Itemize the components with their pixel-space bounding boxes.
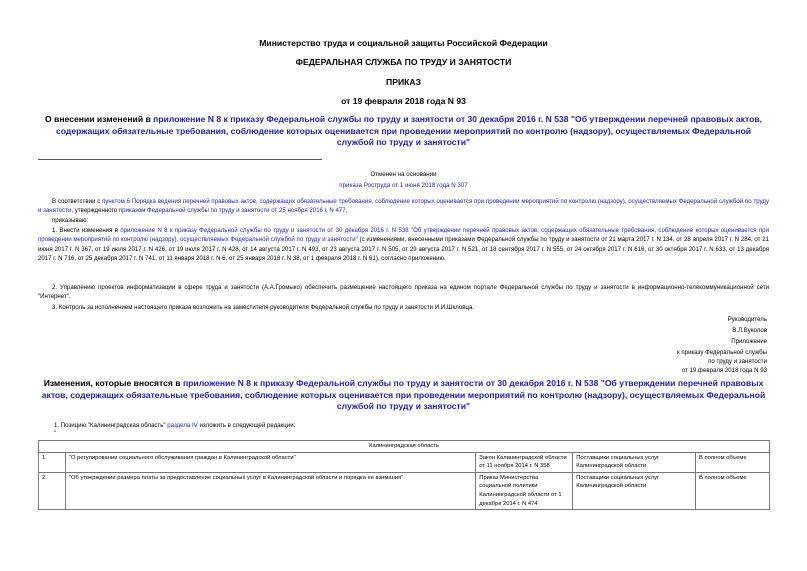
act-details: Приказ Министерства социальной политики Калининградской области от 1 декабря 2014 г. N 474 xyxy=(476,472,573,509)
item-1-text-2: (с изменениями, внесенными приказами Федеральной службы по труду и занятости от 21 марта 2017 г. N 134, от 28 апреля 2017 г. N 284, от 21 июня 2017 г. N 367, от 19 июля 2017 г. N 426, от 19 июля 2017 г. N 428, от 14 августа 2017 г. N 493, от 23 августа 2017 г. N 505, от 29 августа 2017 г. N 521, от 18 сентября 2017 г. N 555, от 24 октября 2017 г. N 616, от 30 октября 2017 г. N 633, от 13 декабря 2017 г. N 716, от 25 декабря 2017 г. N 741, от 11 января 2018 г. N 6, от 25 января 2018 г. N 38, от 1 февраля 2018 г. N 61), согласно приложению. xyxy=(38,236,770,263)
row-number: 2. xyxy=(39,472,66,509)
opening-quote: " xyxy=(54,430,57,437)
position-text-1: 1. Позицию "Калининградская область" xyxy=(54,422,168,429)
service-name: ФЕДЕРАЛЬНАЯ СЛУЖБА ПО ТРУДУ И ЗАНЯТОСТИ xyxy=(295,57,512,67)
appendix-ref-4: от 19 февраля 2018 года N 93 xyxy=(681,367,767,374)
title-prefix: О внесении изменений в xyxy=(44,114,154,124)
item-2-paragraph: 2. Управлению проектов информатизации в сфере труда и занятости (А.А.Громыко) обеспечить размещение настоящего приказа на едином портале Федеральной службы по труду и занятости в информационно-телекоммуникационной сети "Интернет". xyxy=(38,284,769,301)
item-1-paragraph xyxy=(38,226,769,264)
ministry-name: Министерство труда и социальной защиты Российской Федерации xyxy=(259,38,548,48)
cancel-note-line1: Отменен на основании xyxy=(370,171,437,178)
cancel-note-link[interactable]: приказа Роструда от 1 июня 2018 года N 307 xyxy=(339,182,468,189)
doc-date: от 19 февраля 2018 года N 93 xyxy=(341,96,466,106)
row-number: 1. xyxy=(39,452,66,472)
divider xyxy=(38,159,322,160)
act-title: "Об утверждении размера платы за предоставление социальных услуг в Калининградской области и порядка ее взимания" xyxy=(65,472,475,509)
act-subjects: Поставщики социальных услуг Калининградской области xyxy=(573,452,696,472)
changes-title-link[interactable]: приложение N 8 к приказу Федеральной службы по труду и занятости от 30 декабря 2016 г. N 538 "Об утверждении перечней правовых актов, содержащих обязательные требования, соблюдение которых оценивается при проведении мероприятий по контролю (надзору), осуществляемых Федеральной службой по труду и занятости" xyxy=(41,378,766,411)
act-title: "О регулировании социального обслуживания граждан в Калининградской области" xyxy=(65,452,475,472)
appendix-ref-2: к приказу Федеральной службы xyxy=(677,349,767,356)
preamble-paragraph xyxy=(38,197,769,216)
position-paragraph xyxy=(54,421,769,430)
signature-name: В.Л.Вуколов xyxy=(732,327,767,334)
act-details: Закон Калининградской области от 11 ноября 2014 г. N 358 xyxy=(476,452,573,472)
act-scope: В полном объеме xyxy=(696,452,770,472)
preamble-link-order[interactable]: приказом Федеральной службы по труду и занятости от 25 ноября 2016 г. N 477 xyxy=(118,207,346,215)
doc-type: ПРИКАЗ xyxy=(386,77,421,87)
preamble-link-procedure[interactable]: пунктом 6 Порядка ведения перечней правовых актов, содержащих обязательные требования, соблюдение которых оценивается при проведении мероприятий по контролю (надзору), осуществляемых Федеральной службой по труду и занятости xyxy=(38,198,770,215)
position-text-2: изложить в следующей редакции: xyxy=(197,422,296,429)
table-row xyxy=(39,472,770,509)
act-subjects: Поставщики социальных услуг Калининградской области xyxy=(573,472,696,509)
item-3-paragraph: 3. Контроль за исполнением настоящего приказа возложить на заместителя руководителя Федеральной службы по труду и занятости И.И.Шкловца. xyxy=(52,304,475,311)
preamble-text-2: , утвержденного xyxy=(71,207,119,215)
preamble-text-1: В соответствии с xyxy=(52,198,103,205)
page-title xyxy=(40,114,767,149)
appendix-ref-1: Приложение xyxy=(731,338,767,345)
act-scope: В полном объеме xyxy=(696,472,770,509)
preamble-text-3: , xyxy=(345,207,348,215)
table-row xyxy=(39,452,770,472)
order-word: приказываю: xyxy=(52,217,89,224)
changes-title xyxy=(40,378,767,413)
legal-acts-table xyxy=(38,440,770,510)
table-region-row xyxy=(39,441,770,453)
appendix-ref-3: по труду и занятости xyxy=(708,358,767,365)
title-appendix-link[interactable]: приложение N 8 к приказу Федеральной службы по труду и занятости от 30 декабря 2016 г. N 538 "Об утверждении перечней правовых актов, содержащих обязательные требования, соблюдение которых оценивается при проведении мероприятий по контролю (надзору), осуществляемых Федеральной службой по труду и занятости" xyxy=(55,114,762,147)
signature-role: Руководитель xyxy=(727,316,767,323)
region-cell: Калининградская область xyxy=(39,441,770,453)
item-1-text-1: 1. Внести изменения в xyxy=(52,227,121,234)
changes-title-prefix: Изменения, которые вносятся в xyxy=(43,378,183,388)
item-1-appendix-link[interactable]: приложение N 8 к приказу Федеральной службы по труду и занятости от 30 декабря 2016 г. N 538 "Об утверждении перечней правовых актов, содержащих обязательные требования, соблюдение которых оценивается при проведении мероприятий по контролю (надзору), осуществляемых Федеральной службой по труду и занятости" xyxy=(38,227,769,244)
section-iv-link[interactable]: раздела IV xyxy=(167,422,198,429)
